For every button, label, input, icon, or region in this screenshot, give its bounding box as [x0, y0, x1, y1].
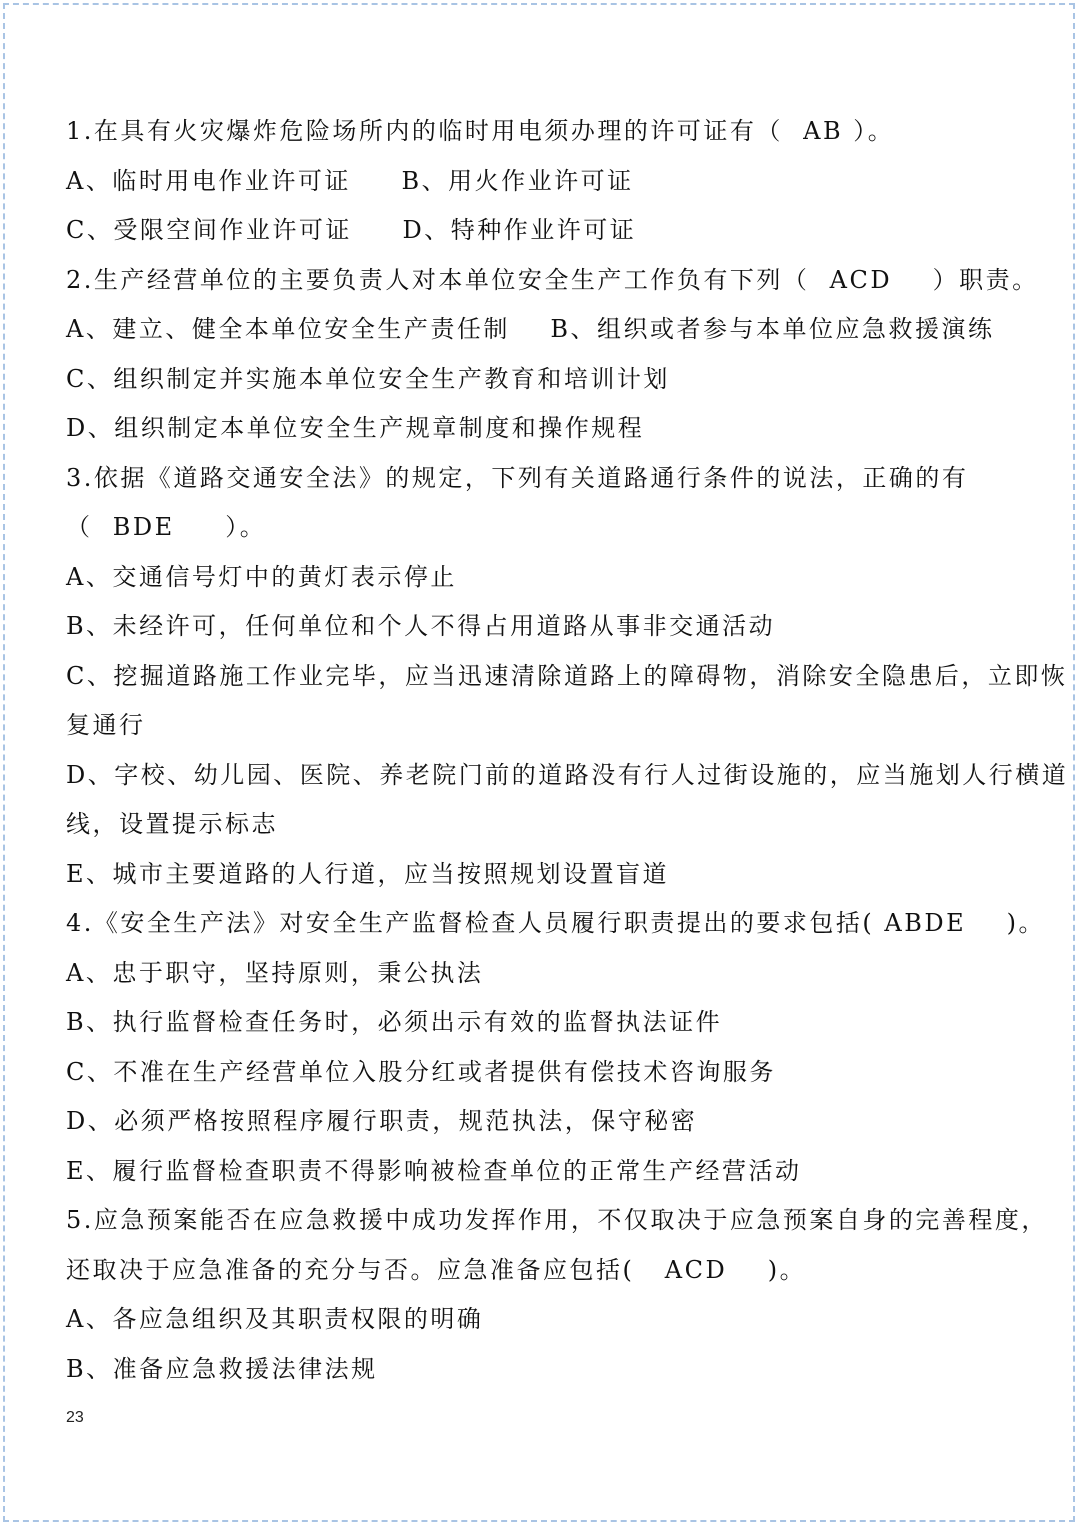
question-1-options-ab: A、临时用电作业许可证 B、用火作业许可证 — [66, 166, 634, 195]
question-1-options-cd: C、受限空间作业许可证 D、特种作业许可证 — [66, 216, 637, 244]
page-number: 23 — [66, 1409, 84, 1426]
question-2-option-c: C、组织制定并实施本单位安全生产教育和培训计划 — [66, 364, 670, 393]
document-body — [66, 107, 1069, 1394]
question-3-stem-answer: （ BDE ）。 — [66, 513, 267, 541]
question-3-option-c: C、挖掘道路施工作业完毕，应当迅速清除道路上的障碍物，消除安全隐患后，立即恢 — [66, 661, 1068, 690]
question-3-option-e: E、城市主要道路的人行道，应当按照规划设置盲道 — [66, 859, 670, 888]
question-3-stem: 3.依据《道路交通安全法》的规定，下列有关道路通行条件的说法，正确的有 — [66, 463, 969, 492]
question-5-stem: 5.应急预案能否在应急救援中成功发挥作用，不仅取决于应急预案自身的完善程度， — [66, 1206, 1048, 1234]
question-4-option-d: D、必须严格按照程序履行职责，规范执法，保守秘密 — [66, 1107, 698, 1135]
question-3-option-b: B、未经许可，任何单位和个人不得占用道路从事非交通活动 — [66, 612, 776, 640]
question-1-stem: 1.在具有火灾爆炸危险场所内的临时用电须办理的许可证有（ AB ）。 — [66, 117, 895, 145]
question-3-option-d-cont: 线，设置提示标志 — [66, 810, 278, 838]
question-4-stem: 4.《安全生产法》对安全生产监督检查人员履行职责提出的要求包括( ABDE )。 — [66, 909, 1045, 937]
question-3-option-a: A、交通信号灯中的黄灯表示停止 — [66, 562, 457, 591]
question-2-option-d: D、组织制定本单位安全生产规章制度和操作规程 — [66, 414, 645, 442]
question-5-option-b: B、准备应急救援法律法规 — [66, 1354, 378, 1383]
question-4-option-e: E、履行监督检查职责不得影响被检查单位的正常生产经营活动 — [66, 1156, 802, 1185]
question-3-option-d: D、字校、幼儿园、医院、养老院门前的道路没有行人过街设施的，应当施划人行横道 — [66, 760, 1069, 789]
question-5-stem-cont: 还取决于应急准备的充分与否。应急准备应包括( ACD )。 — [66, 1255, 807, 1284]
question-2-options-ab: A、建立、健全本单位安全生产责任制 B、组织或者参与本单位应急救援演练 — [66, 315, 995, 343]
question-4-option-c: C、不准在生产经营单位入股分红或者提供有偿技术咨询服务 — [66, 1057, 776, 1086]
question-4-option-b: B、执行监督检查任务时，必须出示有效的监督执法证件 — [66, 1008, 723, 1036]
question-4-option-a: A、忠于职守，坚持原则，秉公执法 — [66, 958, 484, 987]
question-5-option-a: A、各应急组织及其职责权限的明确 — [66, 1305, 484, 1333]
question-3-option-c-cont: 复通行 — [66, 711, 146, 739]
question-2-stem: 2.生产经营单位的主要负责人对本单位安全生产工作负有下列（ ACD ）职责。 — [66, 265, 1039, 294]
